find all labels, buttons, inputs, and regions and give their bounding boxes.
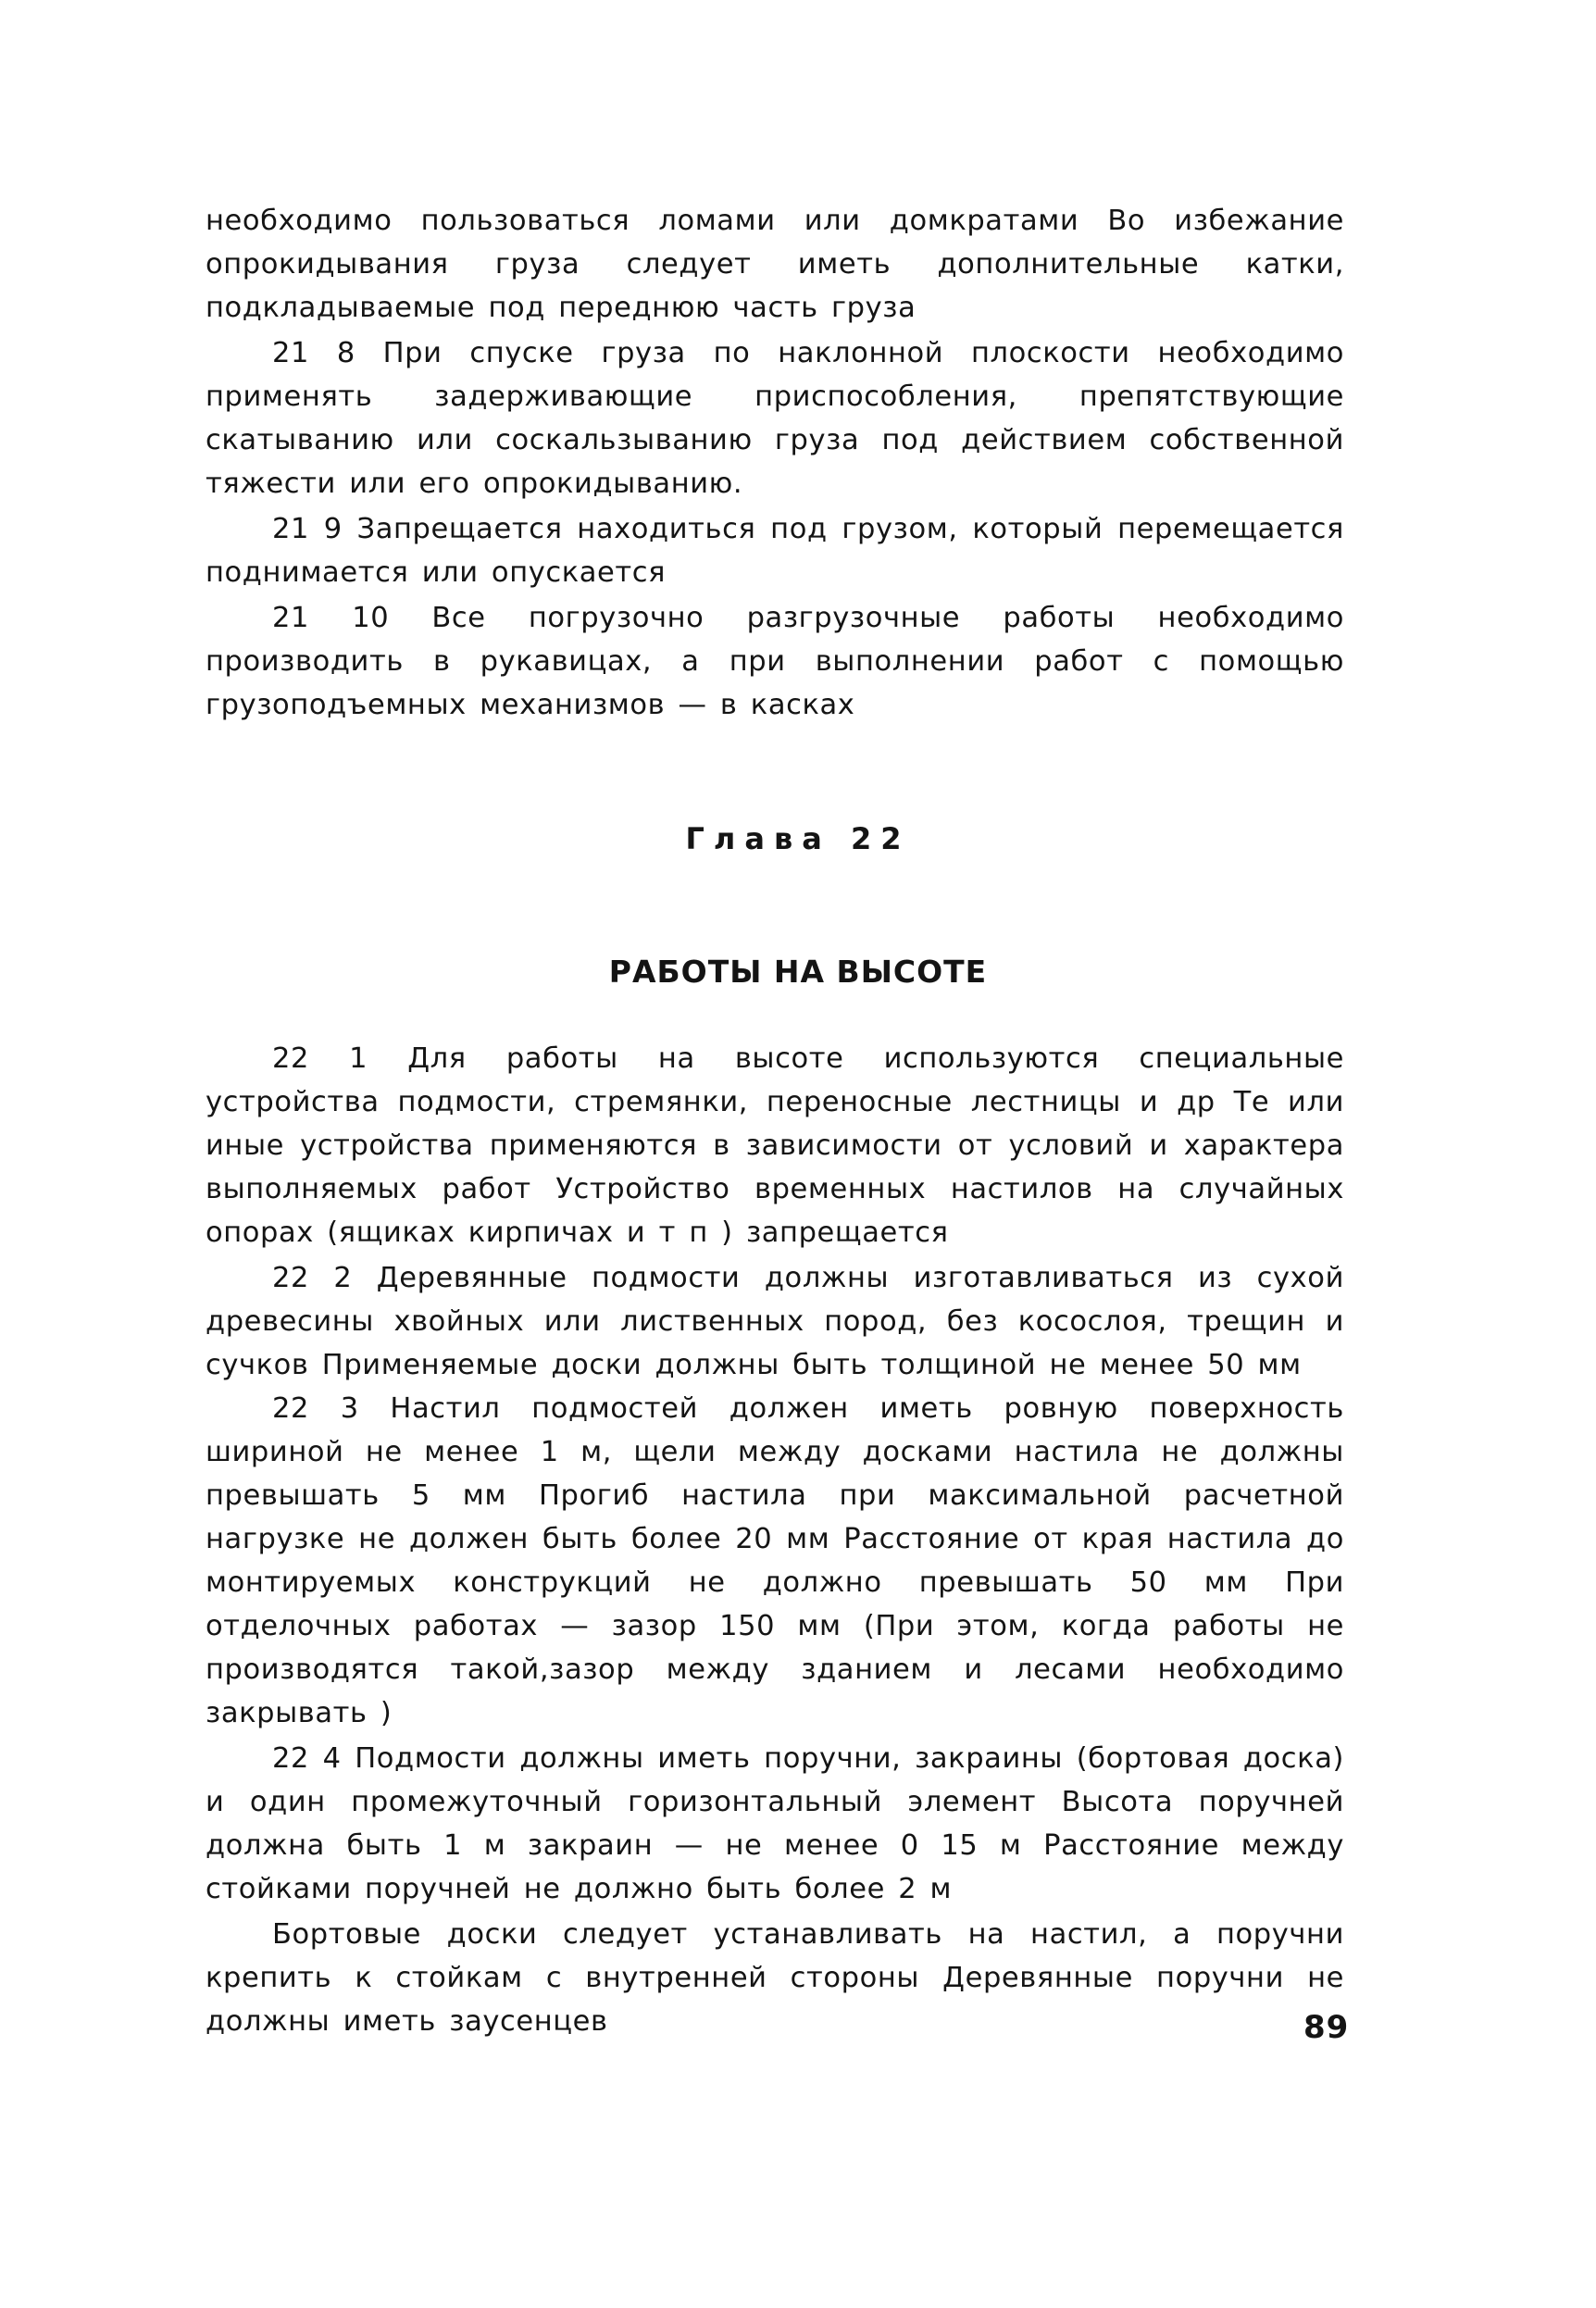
chapter-label: Глава 22 [685,821,911,856]
paragraph-22-4-continued: Бортовые доски следует устанавливать на настил, а поручни крепить к стойкам с внутренней стороны Деревянные поручни не должны иметь заусенцев [206,1918,1344,2038]
paragraph-21-10: 21 10 Все погрузочно разгрузочные работы необходимо производить в рукавицах, а при выполнении работ с помощью грузоподъемных механизмов — в касках [206,602,1344,721]
page-number: 89 [1303,2009,1350,2046]
chapter-title: РАБОТЫ НА ВЫСОТЕ [608,954,988,990]
top-section [206,199,1344,727]
paragraph-22-2: 22 2 Деревянные подмости должны изготавливаться из сухой древесины хвойных или лиственных пород, без косослоя, трещин и сучков Применяемые доски должны быть толщиной не менее 50 мм [206,1262,1344,1381]
paragraph-21-9: 21 9 Запрещается находиться под грузом, который перемещается поднимается или опускается [206,513,1344,589]
paragraph-22-1: 22 1 Для работы на высоте используются специальные устройства подмости, стремянки, переносные лестницы и др Те или иные устройства применяются в зависимости от условий и характера выполняемых работ Устройство временных настилов на случайных опорах (ящиках кирпичах и т п ) запрещается [206,1042,1344,1249]
section-22 [206,1037,1344,2043]
paragraph-22-4: 22 4 Подмости должны иметь поручни, закраины (бортовая доска) и один промежуточный горизонтальный элемент Высота поручней должна быть 1 м закраин — не менее 0 15 м Расстояние между стойками поручней не должно быть более 2 м [206,1742,1344,1905]
paragraph-21-7-continuation: необходимо пользоваться ломами или домкратами Во избежание опрокидывания груза следует иметь дополнительные катки, подкладываемые под переднюю часть груза [206,205,1344,324]
paragraph-21-8: 21 8 При спуске груза по наклонной плоскости необходимо применять задерживающие приспособления, препятствующие скатыванию или соскальзыванию груза под действием собственной тяжести или его опрокидыванию. [206,337,1344,500]
paragraph-22-3: 22 3 Настил подмостей должен иметь ровную поверхность шириной не менее 1 м, щели между досками настила не должны превышать 5 мм Прогиб настила при максимальной расчетной нагрузке не должен быть более 20 мм Расстояние от края настила до монтируемых конструкций не должно превышать 50 мм При отделочных работах — зазор 150 мм (При этом, когда работы не производятся такой,зазор между зданием и лесами необходимо закрывать ) [206,1392,1344,1729]
